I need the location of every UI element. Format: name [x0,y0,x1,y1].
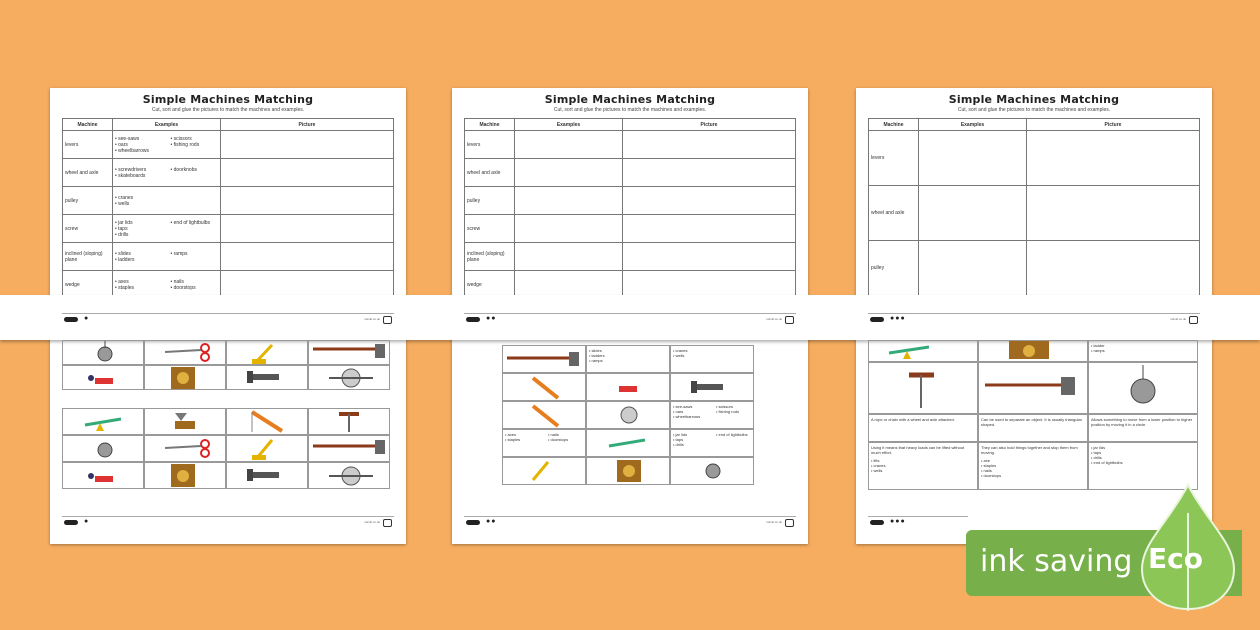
picture-cell [623,215,796,243]
picture-card [502,345,586,373]
picture-card [226,408,308,435]
slide-icon [503,374,585,400]
header-examples: Examples [113,119,221,131]
axe-icon [309,341,389,364]
doorknob-icon [587,458,669,484]
description-card: A rope or chain with a wheel and axle attached. [868,414,978,442]
picture-card [1088,362,1198,414]
screw-icon [227,463,307,488]
twinkl-badge-icon [1189,316,1198,324]
picture-card [502,401,586,429]
pulley-icon [63,436,143,461]
example-card: • jar lids • taps • drills • end of lightbulbs [1088,442,1198,490]
sheet-title: Simple Machines Matching [142,93,314,106]
doorknob-icon [979,341,1087,361]
picture-cell [1027,131,1200,186]
corkscrew-icon [309,409,389,434]
machine-name: wedge [465,271,515,299]
picture-card [670,373,754,401]
picture-cell [623,159,796,187]
machine-name: wheel and axle [869,186,919,241]
sheet-title: Simple Machines Matching [544,93,716,106]
picture-card [62,462,144,489]
axe-icon [309,436,389,461]
twinkl-badge-icon [383,316,392,324]
machine-name: pulley [63,187,113,215]
examples-cell [919,241,1027,296]
matching-table [62,118,394,299]
ink-saving-text: ink saving [980,544,1133,579]
scissors-icon [145,436,225,461]
footer-url: twinkl.co.uk [1170,317,1186,321]
picture-card [502,373,586,401]
sheet-subtitle: Cut, sort and glue the pictures to match the machines and examples. [957,107,1111,113]
twinkl-logo-icon [466,520,480,525]
matching-table [464,118,796,299]
page-footer [62,313,394,324]
examples-cell: • screwdrivers • skateboards • doorknobs [113,159,221,187]
wheelbarrow-icon [587,374,669,400]
twinkl-badge-icon [383,519,392,527]
examples-cell [515,243,623,271]
page-overlap-band [0,295,1260,340]
examples-cell: • jar lids • taps • drills • end of lightbulbs [113,215,221,243]
picture-card [226,340,308,365]
examples-cell [515,159,623,187]
slide-icon [503,402,585,428]
picture-card [62,408,144,435]
page-indicator: ●● [486,315,497,322]
crane-icon [227,341,307,364]
header-machine: Machine [63,119,113,131]
picture-card [226,435,308,462]
machine-name: inclined (sloping) plane [63,243,113,271]
picture-card [868,340,978,362]
page-footer [464,313,796,324]
picture-card [62,365,144,390]
see-saw-icon [869,341,977,361]
matching-table [868,118,1200,296]
picture-card [62,435,144,462]
crane-icon [503,458,585,484]
doorknob-icon [145,366,225,389]
example-card: • see-saws • oars • wheelbarrows • scissors • fishing rods [670,401,754,429]
picture-card [144,435,226,462]
picture-card [226,365,308,390]
example-cards-grid [502,345,754,485]
twinkl-logo-icon [870,317,884,322]
machine-name: levers [869,131,919,186]
machine-name: wedge [63,271,113,299]
picture-cards-grid [62,408,390,489]
machine-name: levers [63,131,113,159]
eco-label: Eco [1148,542,1203,575]
sheet-title: Simple Machines Matching [948,93,1120,106]
footer-url: twinkl.co.uk [364,520,380,524]
picture-card [586,429,670,457]
examples-cell [919,131,1027,186]
picture-cell [1027,241,1200,296]
header-picture: Picture [221,119,394,131]
picture-card [586,401,670,429]
machine-name: screw [63,215,113,243]
axe-icon [503,346,585,372]
wheel-and-axle-icon [309,463,389,488]
crane-icon [227,436,307,461]
page-indicator: ●●● [890,518,906,525]
picture-card [62,340,144,365]
examples-cell [515,131,623,159]
description-cards-grid [868,340,1198,490]
twinkl-badge-icon [785,519,794,527]
picture-card [308,408,390,435]
page-footer [62,516,394,527]
screw-icon [227,366,307,389]
examples-cell: • axes • staples • nails • doorstops [113,271,221,299]
page-indicator: ● [84,315,90,322]
picture-cell [623,131,796,159]
sheet-subtitle: Cut, sort and glue the pictures to match the machines and examples. [553,107,707,113]
screw-icon [671,374,753,400]
picture-cell [1027,186,1200,241]
doorknob-icon [145,463,225,488]
machine-name: wheel and axle [465,159,515,187]
machine-name: screw [465,215,515,243]
twinkl-logo-icon [64,520,78,525]
picture-card [978,340,1088,362]
examples-cell: • cranes • wells [113,187,221,215]
example-card: • ladder • ramps [1088,340,1198,362]
twinkl-logo-icon [64,317,78,322]
sheet-subtitle: Cut, sort and glue the pictures to match the machines and examples. [151,107,305,113]
machine-name: inclined (sloping) plane [465,243,515,271]
picture-card [308,462,390,489]
picture-card [586,373,670,401]
header-examples: Examples [919,119,1027,131]
axe-icon [979,363,1087,413]
picture-card [144,365,226,390]
scissors-icon [145,341,225,364]
example-card: • jar lids • taps • drills • end of lightbulbs [670,429,754,457]
picture-cards-grid [62,340,390,390]
wedge-icon [145,409,225,434]
page-footer [868,313,1200,324]
picture-card [978,362,1088,414]
twinkl-badge-icon [785,316,794,324]
page-footer [868,516,968,527]
see-saw-icon [63,409,143,434]
picture-card [308,340,390,365]
machine-name: pulley [465,187,515,215]
header-examples: Examples [515,119,623,131]
machine-name: levers [465,131,515,159]
picture-card [308,435,390,462]
example-card: • axes • staples • nails • doorstops [502,429,586,457]
description-card: Using it means that heavy loads can be lifted without much effort. • lifts • cranes • wells [868,442,978,490]
page-indicator: ●●● [890,315,906,322]
page-footer [464,516,796,527]
examples-cell: • slides • ladders • ramps [113,243,221,271]
picture-card [144,462,226,489]
footer-url: twinkl.co.uk [364,317,380,321]
description-card: Allows something to move from a lower position to higher position by moving it in a circle. [1088,414,1198,442]
picture-cell [221,159,394,187]
wheel-and-axle-icon [587,402,669,428]
see-saw-icon [587,430,669,456]
example-card: • slides • ladders • ramps [586,345,670,373]
examples-cell [515,187,623,215]
wheel-and-axle-icon [309,366,389,389]
pulley-icon [63,341,143,364]
header-picture: Picture [1027,119,1200,131]
description-card: They can also hold things together and stop them from moving. • axe • staples • nails • doorstops [978,442,1088,490]
picture-card [670,457,754,485]
picture-card [308,365,390,390]
twinkl-logo-icon [870,520,884,525]
header-machine: Machine [465,119,515,131]
corkscrew-icon [869,363,977,413]
picture-cell [623,187,796,215]
slide-icon [227,409,307,434]
picture-card [502,457,586,485]
wheelbarrow-icon [63,366,143,389]
picture-cell [221,187,394,215]
picture-card [226,462,308,489]
pulley-icon [1089,363,1197,413]
picture-cell [221,215,394,243]
page-indicator: ● [84,518,90,525]
picture-card [586,457,670,485]
examples-cell [515,215,623,243]
footer-url: twinkl.co.uk [766,317,782,321]
picture-cell [221,243,394,271]
picture-card [144,340,226,365]
machine-name: pulley [869,241,919,296]
pulley-icon [671,458,753,484]
page-indicator: ●● [486,518,497,525]
twinkl-logo-icon [466,317,480,322]
wheelbarrow-icon [63,463,143,488]
example-card: • cranes • wells [670,345,754,373]
examples-cell: • see-saws • oars • wheelbarrows • scissors • fishing rods [113,131,221,159]
examples-cell [919,186,1027,241]
picture-cell [221,131,394,159]
picture-card [144,408,226,435]
picture-card [868,362,978,414]
description-card: Can be used to separate an object. It is usually triangular shaped. [978,414,1088,442]
footer-url: twinkl.co.uk [766,520,782,524]
header-machine: Machine [869,119,919,131]
machine-name: wheel and axle [63,159,113,187]
header-picture: Picture [623,119,796,131]
picture-cell [623,243,796,271]
